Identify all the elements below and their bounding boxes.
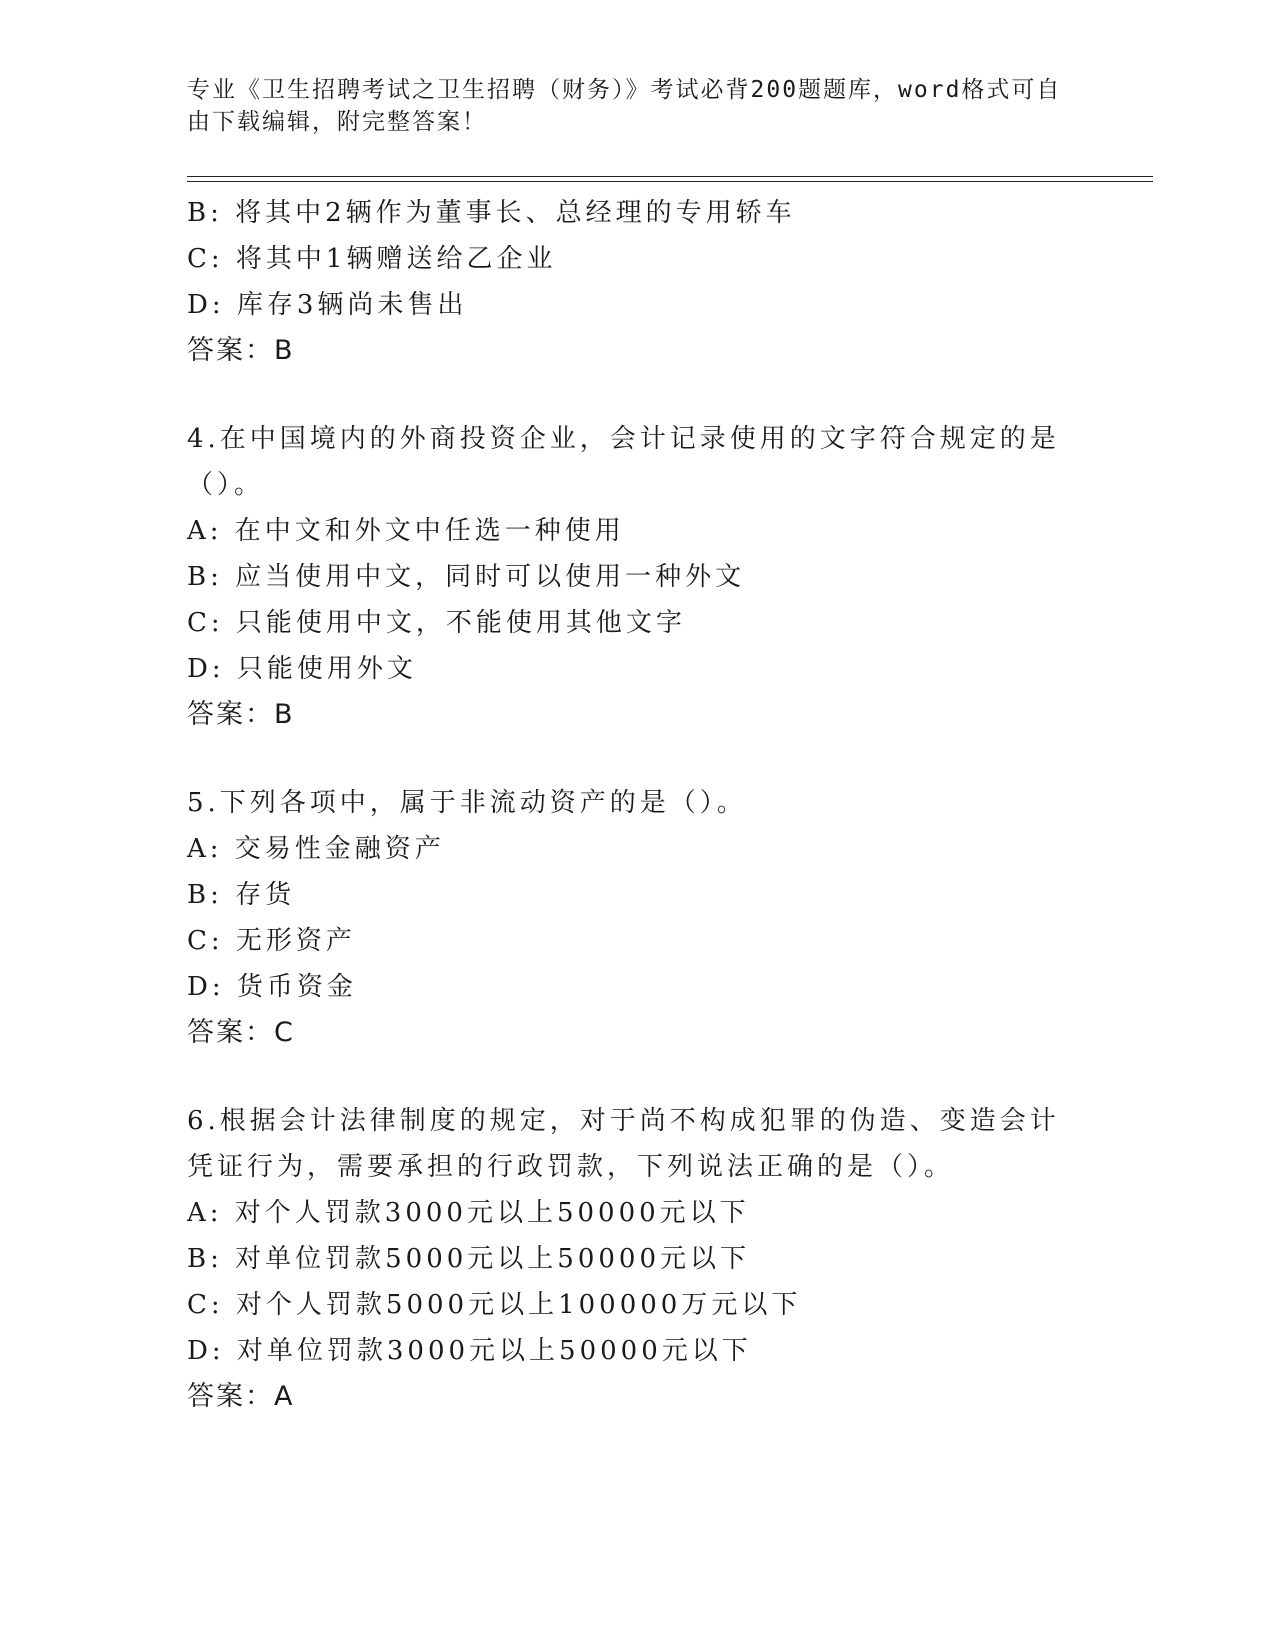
option-b: B: 对单位罚款5000元以上50000元以下 — [187, 1244, 751, 1274]
answer: 答案：B — [187, 699, 295, 730]
option-a: A: 交易性金融资产 — [187, 834, 445, 864]
answer: 答案：A — [187, 1381, 295, 1412]
question-text: 6.根据会计法律制度的规定，对于尚不构成犯罪的伪造、变造会计凭证行为，需要承担的行政罚款，下列说法正确的是（）。 — [187, 1106, 1060, 1182]
question-block-4 — [187, 416, 1067, 738]
answer: 答案：B — [187, 335, 295, 366]
option-b: B: 存货 — [187, 880, 296, 910]
option-d: D: 货币资金 — [187, 972, 357, 1002]
option-b: B: 将其中2辆作为董事长、总经理的专用轿车 — [187, 198, 796, 228]
question-block-5 — [187, 780, 1067, 1056]
option-a: A: 对个人罚款3000元以上50000元以下 — [187, 1198, 750, 1228]
header-divider-top — [187, 176, 1153, 177]
question-block-3 — [187, 190, 1067, 374]
option-d: D: 对单位罚款3000元以上50000元以下 — [187, 1336, 752, 1366]
option-a: A: 在中文和外文中任选一种使用 — [187, 516, 625, 546]
question-list — [187, 190, 1067, 1420]
question-text: 5.下列各项中，属于非流动资产的是（）。 — [187, 788, 747, 818]
header-divider-bottom — [187, 181, 1153, 182]
question-text: 4.在中国境内的外商投资企业，会计记录使用的文字符合规定的是（）。 — [187, 424, 1060, 500]
option-d: D: 库存3辆尚未售出 — [187, 290, 468, 320]
option-c: C: 只能使用中文，不能使用其他文字 — [187, 608, 686, 638]
option-b: B: 应当使用中文，同时可以使用一种外文 — [187, 562, 746, 592]
option-c: C: 将其中1辆赠送给乙企业 — [187, 244, 557, 274]
question-block-6 — [187, 1098, 1067, 1420]
answer: 答案：C — [187, 1017, 295, 1048]
option-c: C: 无形资产 — [187, 926, 356, 956]
header-text: 专业《卫生招聘考试之卫生招聘（财务）》考试必背200题题库，word格式可自由下载编辑，附完整答案！ — [187, 77, 1062, 135]
option-c: C: 对个人罚款5000元以上100000万元以下 — [187, 1290, 802, 1320]
option-d: D: 只能使用外文 — [187, 654, 417, 684]
document-header — [187, 74, 1067, 138]
